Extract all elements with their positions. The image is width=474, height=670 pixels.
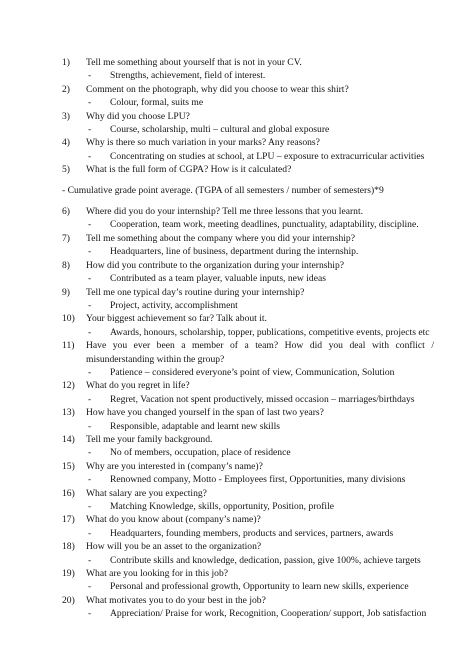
question-item bbox=[62, 513, 434, 526]
answer-bullet: - bbox=[88, 393, 92, 405]
answer-item bbox=[86, 554, 434, 567]
question-number: 5) bbox=[62, 164, 70, 176]
answer-item bbox=[86, 393, 434, 406]
question-item bbox=[62, 83, 434, 96]
answer-text: Contribute skills and knowledge, dedication, passion, give 100%, achieve targets bbox=[110, 554, 421, 566]
question-text: Have you ever been a member of a team? How did you deal with conflict / misunderstanding within the group? bbox=[86, 340, 434, 365]
answer-item bbox=[86, 245, 434, 258]
question-number: 14) bbox=[62, 433, 75, 445]
question-number: 11) bbox=[62, 340, 75, 352]
question-text: What are you looking for in this job? bbox=[86, 568, 229, 580]
cgpa-note: - Cumulative grade point average. (TGPA of all semesters / number of semesters)*9 bbox=[62, 184, 384, 196]
question-item bbox=[62, 312, 434, 325]
answer-bullet: - bbox=[88, 527, 92, 539]
question-text: Why is there so much variation in your marks? Any reasons? bbox=[86, 137, 320, 149]
answer-item bbox=[86, 580, 434, 593]
question-number: 18) bbox=[62, 541, 75, 553]
question-item bbox=[62, 163, 434, 176]
answer-item bbox=[86, 299, 434, 312]
question-item bbox=[62, 286, 434, 299]
answer-text: Matching Knowledge, skills, opportunity, Position, profile bbox=[110, 501, 335, 512]
answer-item bbox=[86, 473, 434, 486]
question-item bbox=[62, 339, 434, 366]
answer-text: Appreciation/ Praise for work, Recognition, Cooperation/ support, Job satisfaction bbox=[110, 608, 427, 620]
question-item bbox=[62, 487, 434, 500]
question-number: 20) bbox=[62, 594, 75, 606]
question-number: 7) bbox=[62, 232, 70, 244]
answer-bullet: - bbox=[88, 299, 92, 311]
question-number: 1) bbox=[62, 57, 70, 68]
question-item bbox=[62, 56, 434, 69]
question-item bbox=[62, 567, 434, 580]
answer-bullet: - bbox=[88, 474, 92, 486]
answer-text: Headquarters, line of business, department during the internship. bbox=[110, 246, 359, 258]
answer-item bbox=[86, 150, 434, 163]
question-number: 2) bbox=[62, 83, 70, 95]
answer-bullet: - bbox=[88, 447, 92, 459]
answer-item bbox=[86, 218, 434, 231]
answer-item bbox=[86, 272, 434, 285]
question-number: 8) bbox=[62, 259, 70, 271]
answer-text: Project, activity, accomplishment bbox=[110, 299, 238, 311]
answer-bullet: - bbox=[88, 326, 92, 338]
answer-bullet: - bbox=[88, 501, 92, 512]
answer-text: Strengths, achievement, field of interest. bbox=[110, 70, 266, 82]
answer-text: Cooperation, team work, meeting deadlines, punctuality, adaptability, discipline. bbox=[110, 219, 419, 231]
answer-bullet: - bbox=[88, 273, 92, 285]
question-number: 4) bbox=[62, 137, 70, 149]
question-number: 3) bbox=[62, 110, 70, 122]
question-text: Why are you interested in (company’s name)? bbox=[86, 460, 263, 472]
question-text: Tell me one typical day’s routine during your internship? bbox=[86, 286, 305, 298]
question-number: 16) bbox=[62, 487, 75, 499]
answer-text: Contributed as a team player, valuable inputs, new ideas bbox=[110, 273, 326, 285]
answer-bullet: - bbox=[88, 554, 92, 566]
question-item bbox=[62, 406, 434, 419]
answer-bullet: - bbox=[88, 97, 92, 109]
question-text: How will you be an asset to the organization? bbox=[86, 541, 262, 553]
question-number: 12) bbox=[62, 380, 75, 392]
question-item bbox=[62, 379, 434, 392]
answer-text: Regret, Vacation not spent productively, missed occasion – marriages/birthdays bbox=[110, 393, 415, 405]
question-number: 19) bbox=[62, 568, 75, 580]
question-text: How have you changed yourself in the span of last two years? bbox=[86, 407, 324, 419]
answer-item bbox=[86, 420, 434, 433]
question-text: Why did you choose LPU? bbox=[86, 110, 190, 122]
answer-bullet: - bbox=[88, 124, 92, 136]
question-item bbox=[62, 205, 434, 218]
question-item bbox=[62, 232, 434, 245]
question-number: 13) bbox=[62, 407, 75, 419]
question-number: 6) bbox=[62, 206, 70, 218]
question-item bbox=[62, 540, 434, 553]
question-item bbox=[62, 460, 434, 473]
answer-item bbox=[86, 69, 434, 82]
answer-text: Responsible, adaptable and learnt new skills bbox=[110, 420, 280, 432]
answer-text: Awards, honours, scholarship, topper, publications, competitive events, projects etc bbox=[110, 326, 430, 338]
answer-text: Patience – considered everyone’s point of view, Communication, Solution bbox=[110, 366, 395, 378]
answer-text: Renowned company, Motto - Employees first, Opportunities, many divisions bbox=[110, 474, 406, 486]
question-text: What do you regret in life? bbox=[86, 380, 190, 392]
answer-item bbox=[86, 366, 434, 379]
question-text: What do you know about (company’s name)? bbox=[86, 514, 261, 526]
answer-item bbox=[86, 326, 434, 339]
answer-text: Headquarters, founding members, products and services, partners, awards bbox=[110, 527, 394, 539]
question-text: Where did you do your internship? Tell me three lessons that you learnt. bbox=[86, 206, 364, 218]
question-item bbox=[62, 594, 434, 607]
question-text: How did you contribute to the organization during your internship? bbox=[86, 259, 345, 271]
question-text: Comment on the photograph, why did you choose to wear this shirt? bbox=[86, 83, 349, 95]
question-text: Your biggest achievement so far? Talk about it. bbox=[86, 313, 267, 325]
answer-bullet: - bbox=[88, 150, 92, 162]
answer-item bbox=[86, 500, 434, 513]
answer-bullet: - bbox=[88, 219, 92, 231]
question-item bbox=[62, 136, 434, 149]
answer-text: Colour, formal, suits me bbox=[110, 97, 204, 109]
question-text: What motivates you to do your best in the job? bbox=[86, 594, 266, 606]
question-number: 10) bbox=[62, 313, 75, 325]
question-number: 15) bbox=[62, 460, 75, 472]
answer-item bbox=[86, 527, 434, 540]
question-text: Tell me something about yourself that is not in your CV. bbox=[86, 57, 302, 68]
answer-item bbox=[86, 123, 434, 136]
answer-text: Course, scholarship, multi – cultural and global exposure bbox=[110, 124, 330, 136]
question-text: What is the full form of CGPA? How is it calculated? bbox=[86, 164, 292, 176]
answer-item bbox=[86, 607, 434, 620]
answer-text: Personal and professional growth, Opportunity to learn new skills, experience bbox=[110, 581, 409, 593]
answer-bullet: - bbox=[88, 246, 92, 258]
question-number: 17) bbox=[62, 514, 75, 526]
answer-bullet: - bbox=[88, 608, 92, 620]
answer-text: No of members, occupation, place of residence bbox=[110, 447, 291, 459]
question-item bbox=[62, 259, 434, 272]
answer-bullet: - bbox=[88, 581, 92, 593]
answer-item bbox=[86, 446, 434, 459]
question-text: Tell me something about the company where you did your internship? bbox=[86, 232, 355, 244]
question-item bbox=[62, 433, 434, 446]
answer-item bbox=[86, 96, 434, 109]
question-number: 9) bbox=[62, 286, 70, 298]
answer-bullet: - bbox=[88, 366, 92, 378]
answer-bullet: - bbox=[88, 420, 92, 432]
question-text: What salary are you expecting? bbox=[86, 487, 207, 499]
question-text: Tell me your family background. bbox=[86, 433, 213, 445]
answer-bullet: - bbox=[88, 70, 92, 82]
answer-text: Concentrating on studies at school, at LPU – exposure to extracurricular activities bbox=[110, 150, 425, 162]
question-item bbox=[62, 110, 434, 123]
